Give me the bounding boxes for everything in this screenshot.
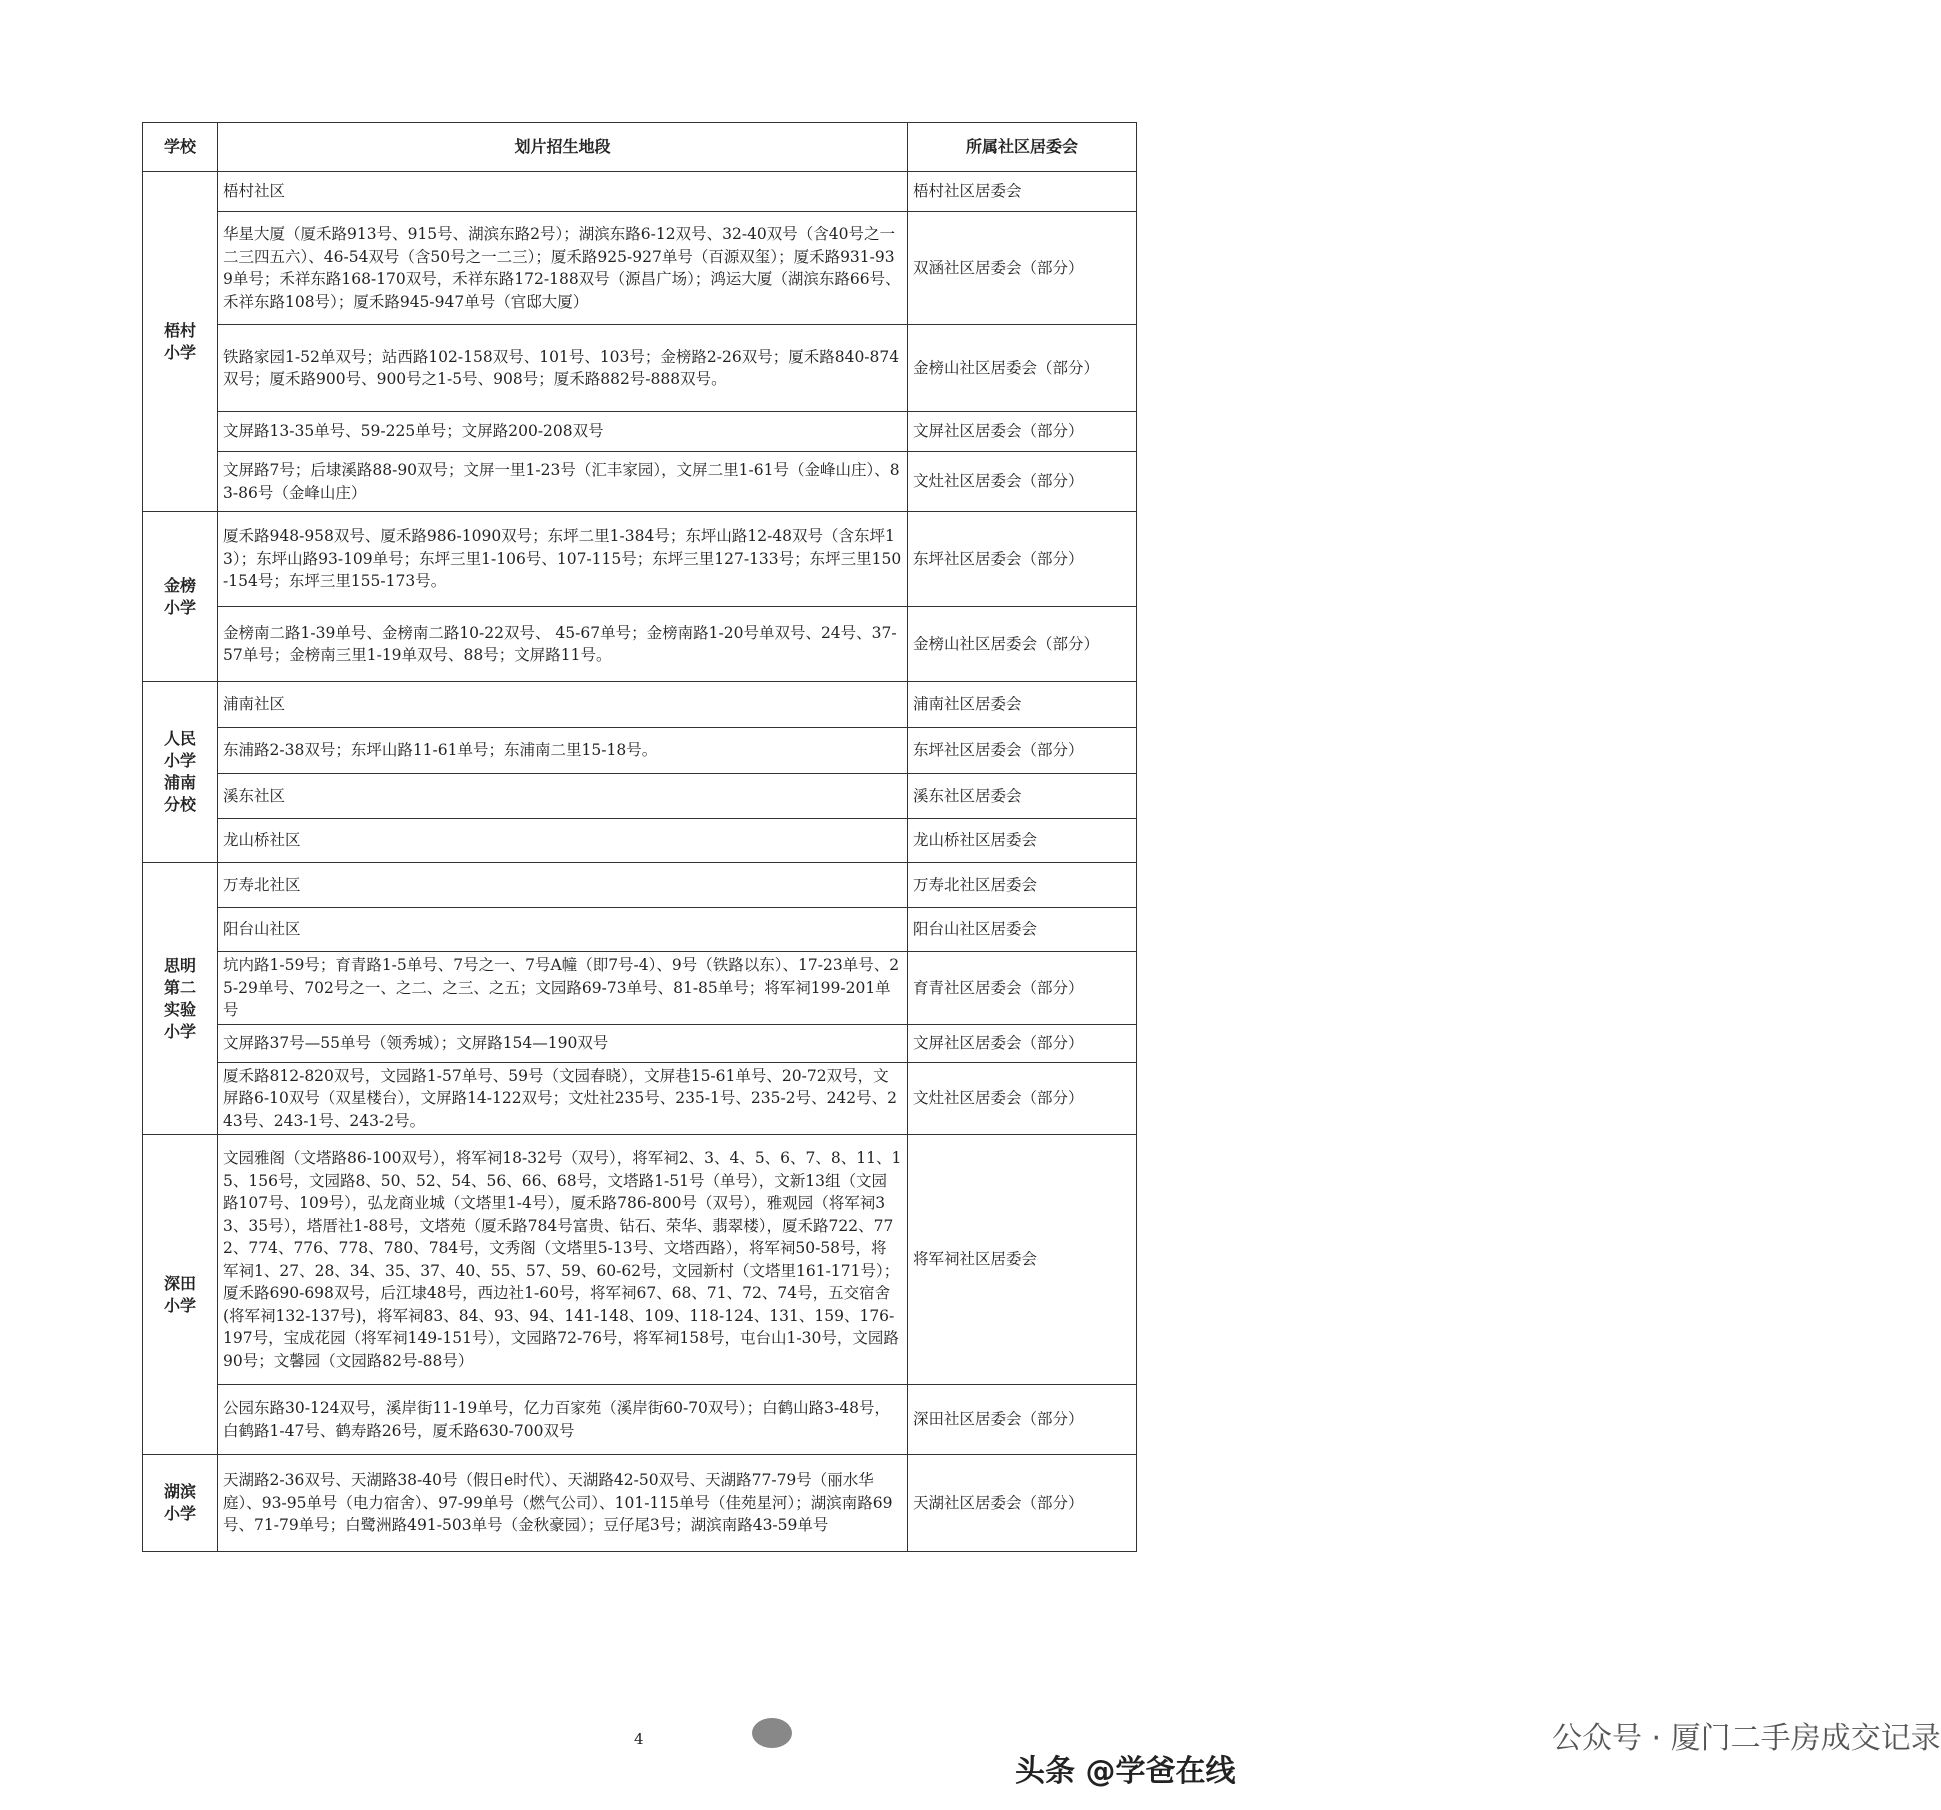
community-cell: 深田社区居委会（部分） <box>908 1385 1137 1455</box>
school-cell-siming-second: 思明第二实验小学 <box>143 863 218 1135</box>
table-row <box>143 607 1137 682</box>
community-cell: 文灶社区居委会（部分） <box>908 452 1137 512</box>
community-cell: 育青社区居委会（部分） <box>908 952 1137 1025</box>
table-row <box>143 512 1137 607</box>
page-number: 4 <box>634 1730 644 1748</box>
table-row <box>143 1385 1137 1455</box>
segment-cell: 梧村社区 <box>218 172 908 212</box>
segment-cell: 文屏路7号；后埭溪路88-90双号；文屏一里1-23号（汇丰家园），文屏二里1-61号（金峰山庄）、83-86号（金峰山庄） <box>218 452 908 512</box>
segment-cell: 浦南社区 <box>218 682 908 728</box>
community-cell: 东坪社区居委会（部分） <box>908 728 1137 774</box>
community-cell: 双涵社区居委会（部分） <box>908 212 1137 325</box>
segment-cell: 万寿北社区 <box>218 863 908 908</box>
segment-cell: 铁路家园1-52单双号；站西路102-158双号、101号、103号；金榜路2-26双号；厦禾路840-874双号；厦禾路900号、900号之1-5号、908号；厦禾路882号-888双号。 <box>218 325 908 412</box>
segment-cell: 华星大厦（厦禾路913号、915号、湖滨东路2号）；湖滨东路6-12双号、32-40双号（含40号之一二三四五六）、46-54双号（含50号之一二三）；厦禾路925-927单号（百源双玺）；厦禾路931-939单号；禾祥东路168-170双号，禾祥东路172-188双号（源昌广场）；鸿运大厦（湖滨东路66号、禾祥东路108号）；厦禾路945-947单号（官邸大厦） <box>218 212 908 325</box>
table-row <box>143 728 1137 774</box>
table-row <box>143 774 1137 819</box>
segment-cell: 厦禾路812-820双号，文园路1-57单号、59号（文园春晓），文屏巷15-61单号、20-72双号，文屏路6-10双号（双星楼台），文屏路14-122双号；文灶社235号、235-1号、235-2号、242号、243号、243-1号、243-2号。 <box>218 1063 908 1135</box>
community-cell: 东坪社区居委会（部分） <box>908 512 1137 607</box>
school-cell-hubin: 湖滨小学 <box>143 1455 218 1552</box>
table-row <box>143 212 1137 325</box>
community-cell: 溪东社区居委会 <box>908 774 1137 819</box>
community-cell: 阳台山社区居委会 <box>908 908 1137 952</box>
community-cell: 浦南社区居委会 <box>908 682 1137 728</box>
table-row <box>143 682 1137 728</box>
community-cell: 天湖社区居委会（部分） <box>908 1455 1137 1552</box>
school-cell-punan: 人民小学浦南分校 <box>143 682 218 863</box>
header-school: 学校 <box>143 123 218 172</box>
community-cell: 金榜山社区居委会（部分） <box>908 325 1137 412</box>
table-row <box>143 452 1137 512</box>
table-row <box>143 325 1137 412</box>
community-cell: 将军祠社区居委会 <box>908 1135 1137 1385</box>
segment-cell: 公园东路30-124双号，溪岸街11-19单号，亿力百家苑（溪岸街60-70双号）；白鹤山路3-48号，白鹤路1-47号、鹤寿路26号，厦禾路630-700双号 <box>218 1385 908 1455</box>
header-segment: 划片招生地段 <box>218 123 908 172</box>
table-row <box>143 1063 1137 1135</box>
segment-cell: 文屏路37号—55单号（领秀城）；文屏路154—190双号 <box>218 1025 908 1063</box>
segment-cell: 金榜南二路1-39单号、金榜南二路10-22双号、 45-67单号；金榜南路1-20号单双号、24号、37-57单号；金榜南三里1-19单双号、88号；文屏路11号。 <box>218 607 908 682</box>
wechat-icon <box>752 1718 792 1748</box>
segment-cell: 文园雅阁（文塔路86-100双号），将军祠18-32号（双号），将军祠2、3、4、5、6、7、8、11、15、156号，文园路8、50、52、54、56、66、68号，文塔路1-51号（单号），文新13组（文园路107号、109号），弘龙商业城（文塔里1-4号），厦禾路786-800号（双号），雅观园（将军祠33、35号），塔厝社1-88号，文塔苑（厦禾路784号富贵、钻石、荣华、翡翠楼），厦禾路722、772、774、776、778、780、784号，文秀阁（文塔里5-13号、文塔西路），将军祠50-58号，将军祠1、27、28、34、35、37、40、55、57、59、60-62号，文园新村（文塔里161-171号）；厦禾路690-698双号，后江埭48号，西边社1-60号，将军祠67、68、71、72、74号，五交宿舍(将军祠132-137号)，将军祠83、84、93、94、141-148、109、118-124、131、159、176-197号，宝成花园（将军祠149-151号），文园路72-76号，将军祠158号，屯台山1-30号，文园路90号；文馨园（文园路82号-88号） <box>218 1135 908 1385</box>
segment-cell: 文屏路13-35单号、59-225单号；文屏路200-208双号 <box>218 412 908 452</box>
community-cell: 龙山桥社区居委会 <box>908 819 1137 863</box>
table-row <box>143 863 1137 908</box>
community-cell: 金榜山社区居委会（部分） <box>908 607 1137 682</box>
table-row <box>143 908 1137 952</box>
segment-cell: 坑内路1-59号；育青路1-5单号、7号之一、7号A幢（即7号-4）、9号（铁路以东）、17-23单号、25-29单号、702号之一、之二、之三、之五；文园路69-73单号、81-85单号；将军祠199-201单号 <box>218 952 908 1025</box>
zoning-table <box>142 122 1137 1552</box>
school-cell-shentian: 深田小学 <box>143 1135 218 1455</box>
segment-cell: 溪东社区 <box>218 774 908 819</box>
table-row <box>143 952 1137 1025</box>
segment-cell: 厦禾路948-958双号、厦禾路986-1090双号；东坪二里1-384号；东坪山路12-48双号（含东坪13）；东坪山路93-109单号；东坪三里1-106号、107-115号；东坪三里127-133号；东坪三里150-154号；东坪三里155-173号。 <box>218 512 908 607</box>
school-cell-jinbang: 金榜小学 <box>143 512 218 682</box>
segment-cell: 阳台山社区 <box>218 908 908 952</box>
community-cell: 文屏社区居委会（部分） <box>908 1025 1137 1063</box>
header-row <box>143 123 1137 172</box>
toutiao-watermark: 头条 @学爸在线 <box>1015 1754 1236 1789</box>
segment-cell: 东浦路2-38双号；东坪山路11-61单号；东浦南二里15-18号。 <box>218 728 908 774</box>
watermark-text: 公众号 · 厦门二手房成交记录 <box>1552 1721 1941 1756</box>
school-cell-wucun: 梧村小学 <box>143 172 218 512</box>
segment-cell: 天湖路2-36双号、天湖路38-40号（假日e时代）、天湖路42-50双号、天湖路77-79号（丽水华庭）、93-95单号（电力宿舍）、97-99单号（燃气公司）、101-115单号（佳苑星河）；湖滨南路69号、71-79单号；白鹭洲路491-503单号（金秋豪园）；豆仔尾3号；湖滨南路43-59单号 <box>218 1455 908 1552</box>
table-row <box>143 1025 1137 1063</box>
table-row <box>143 1455 1137 1552</box>
table-row <box>143 1135 1137 1385</box>
community-cell: 文屏社区居委会（部分） <box>908 412 1137 452</box>
table-row <box>143 412 1137 452</box>
header-community: 所属社区居委会 <box>908 123 1137 172</box>
community-cell: 文灶社区居委会（部分） <box>908 1063 1137 1135</box>
community-cell: 万寿北社区居委会 <box>908 863 1137 908</box>
community-cell: 梧村社区居委会 <box>908 172 1137 212</box>
segment-cell: 龙山桥社区 <box>218 819 908 863</box>
table-row <box>143 819 1137 863</box>
table-row <box>143 172 1137 212</box>
